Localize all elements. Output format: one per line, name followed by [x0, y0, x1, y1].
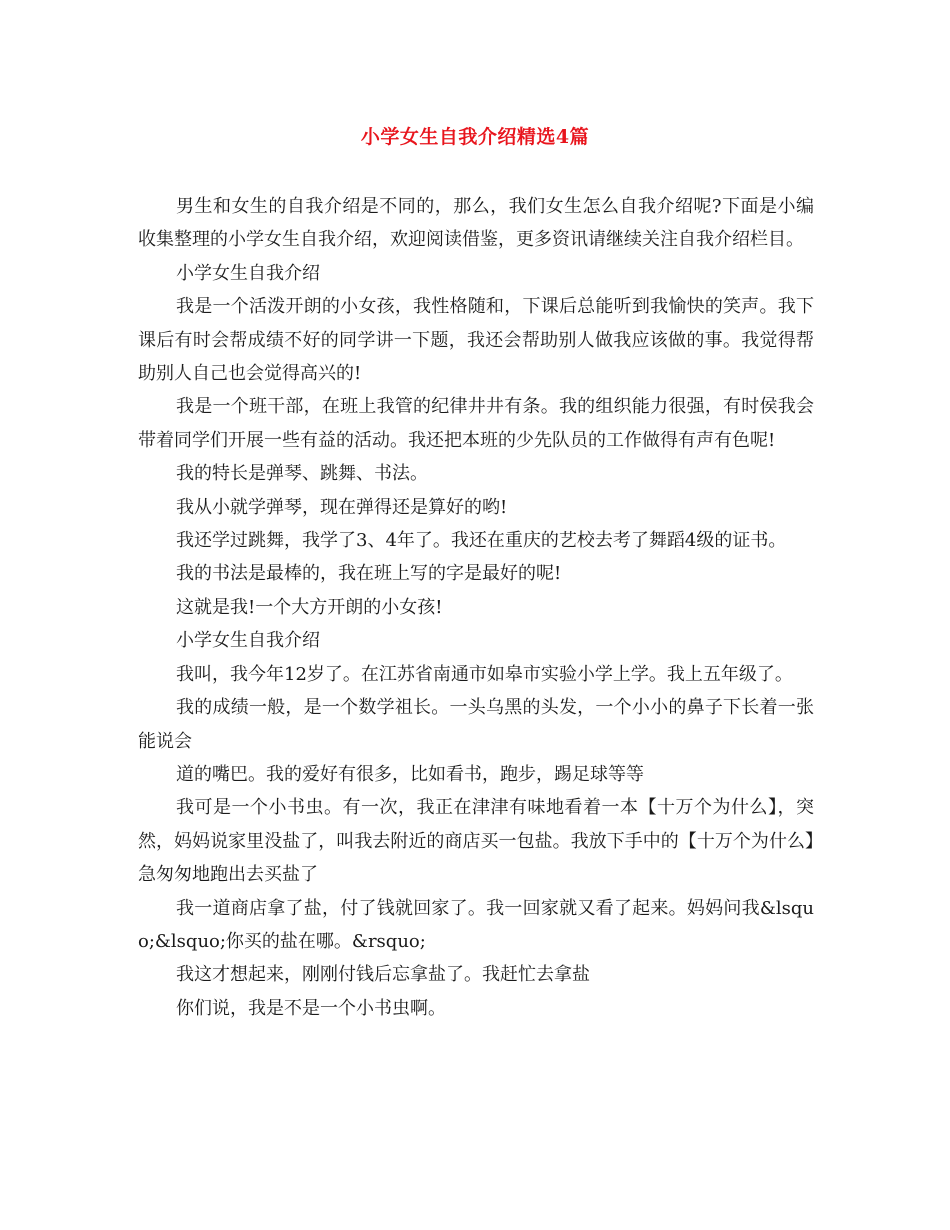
- body-paragraph: 我的特长是弹琴、跳舞、书法。: [176, 463, 428, 485]
- body-paragraph: 我是一个活泼开朗的小女孩，我性格随和，下课后总能听到我愉快的笑声。我下课后有时会帮成绩不好的同学讲一下题，我还会帮助别人做我应该做的事。我觉得帮助别人自己也会觉得高兴的!: [138, 296, 814, 385]
- body-paragraph: 我这才想起来，刚刚付钱后忘拿盐了。我赶忙去拿盐: [176, 964, 590, 986]
- body-paragraph: 我是一个班干部，在班上我管的纪律井井有条。我的组织能力很强，有时侯我会带着同学们开展一些有益的活动。我还把本班的少先队员的工作做得有声有色呢!: [138, 396, 814, 451]
- body-paragraph: 这就是我!一个大方开朗的小女孩!: [176, 596, 443, 618]
- body-paragraph: 道的嘴巴。我的爱好有很多，比如看书，跑步，踢足球等等: [176, 763, 644, 785]
- intro-paragraph: 男生和女生的自我介绍是不同的，那么，我们女生怎么自我介绍呢?下面是小编收集整理的小学女生自我介绍，欢迎阅读借鉴，更多资讯请继续关注自我介绍栏目。: [138, 196, 814, 251]
- body-paragraph: 我的成绩一般，是一个数学祖长。一头乌黑的头发，一个小小的鼻子下长着一张能说会: [138, 697, 814, 752]
- section-heading: 小学女生自我介绍: [176, 630, 320, 652]
- body-paragraph: 我叫，我今年12岁了。在江苏省南通市如皋市实验小学上学。我上五年级了。: [176, 663, 793, 685]
- body-paragraph: 我一道商店拿了盐，付了钱就回家了。我一回家就又看了起来。妈妈问我&lsquo;&lsquo;你买的盐在哪。&rsquo;: [138, 897, 814, 952]
- body-paragraph: 我的书法是最棒的，我在班上写的字是最好的呢!: [176, 563, 562, 585]
- body-paragraph: 你们说，我是不是一个小书虫啊。: [176, 997, 446, 1019]
- section-heading: 小学女生自我介绍: [176, 262, 320, 284]
- document-body: [138, 190, 814, 1025]
- document-title: 小学女生自我介绍精选4篇: [360, 126, 590, 148]
- body-paragraph: 我还学过跳舞，我学了3、4年了。我还在重庆的艺校去考了舞蹈4级的证书。: [176, 530, 787, 552]
- body-paragraph: 我从小就学弹琴，现在弹得还是算好的哟!: [176, 496, 508, 518]
- body-paragraph: 我可是一个小书虫。有一次，我正在津津有味地看着一本【十万个为什么】，突然，妈妈说家里没盐了，叫我去附近的商店买一包盐。我放下手中的【十万个为什么】急匆匆地跑出去买盐了: [138, 797, 814, 886]
